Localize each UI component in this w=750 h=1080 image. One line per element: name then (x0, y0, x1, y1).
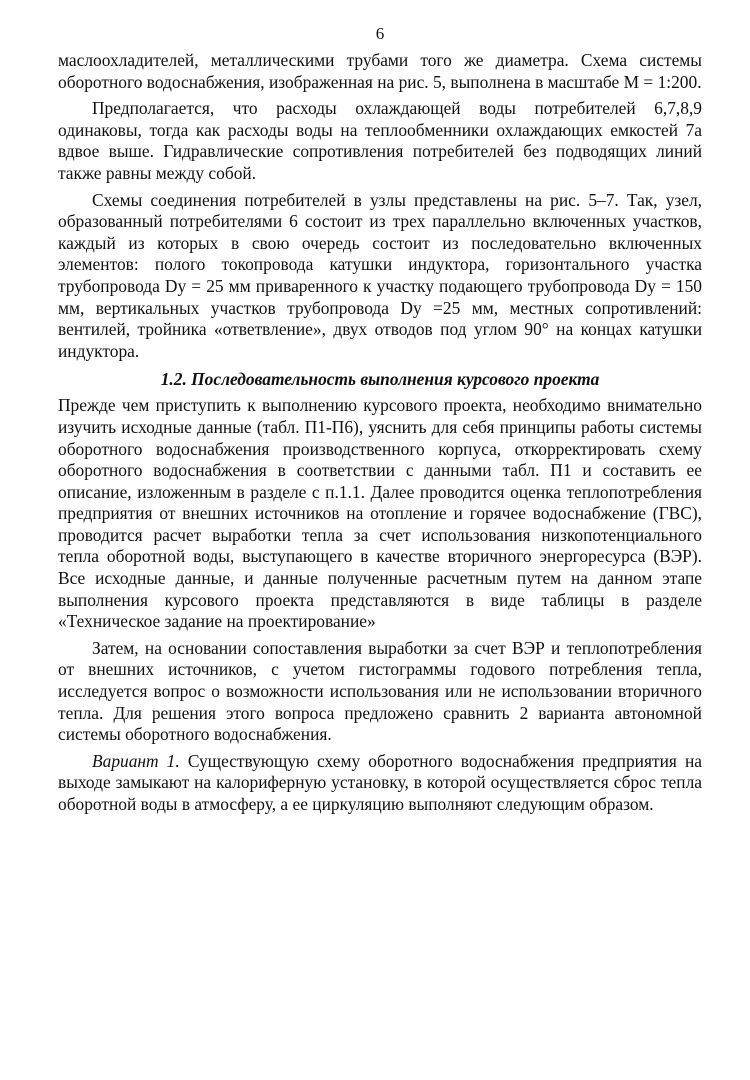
paragraph-4: Прежде чем приступить к выполнению курсового проекта, необходимо внимательно изучить исходные данные (табл. П1-П6), уяснить для себя принципы работы системы оборотного водоснабжения производственного корпуса, откорректировать схему оборотного водоснабжения в соответствии с данными табл. П1 и составить ее описание, изложенным в разделе с п.1.1. Далее проводится оценка теплопотребления предприятия от внешних источников на отопление и горячее водоснабжение (ГВС), проводится расчет выработки тепла за счет использования низкопотенциального тепла оборотной воды, выступающего в качестве вторичного энергоресурса (ВЭР). Все исходные данные, и данные полученные расчетным путем на данном этапе выполнения курсового проекта представляются в виде таблицы в разделе «Техническое задание на проектирование» (58, 395, 702, 632)
section-number: 1.2. (160, 369, 187, 390)
paragraph-2: Предполагается, что расходы охлаждающей воды потребителей 6,7,8,9 одинаковы, тогда как расходы воды на теплообменники охлаждающих емкостей 7а вдвое выше. Гидравлические сопротивления потребителей без подводящих линий также равны между собой. (58, 98, 702, 183)
paragraph-5: Затем, на основании сопоставления выработки за счет ВЭР и теплопотребления от внешних источников, с учетом гистограммы годового потребления тепла, исследуется вопрос о возможности использования или не использовании вторичного тепла. Для решения этого вопроса предложено сравнить 2 варианта автономной системы оборотного водоснабжения. (58, 637, 702, 745)
document-page (58, 24, 702, 816)
variant-label: Вариант 1. (92, 750, 180, 771)
paragraph-3: Схемы соединения потребителей в узлы представлены на рис. 5–7. Так, узел, образованный потребителями 6 состоит из трех параллельно включенных участков, каждый из которых в свою очередь состоит из последовательно включенных элементов: полого токопровода катушки индуктора, горизонтального участка трубопровода Dy = 25 мм приваренного к участку подающего трубопровода Dy = 150 мм, вертикальных участков трубопровода Dy =25 мм, местных сопротивлений: вентилей, тройника «ответвление», двух отводов под углом 90° на концах катушки индуктора. (58, 189, 702, 361)
section-heading (58, 368, 702, 390)
paragraph-6-text: Существующую схему оборотного водоснабжения предприятия на выходе замыкают на калориферную установку, в которой осуществляется сброс тепла оборотной воды в атмосферу, а ее циркуляцию выполняют следующим образом. (58, 750, 703, 814)
section-title: Последовательность выполнения курсового проекта (191, 369, 600, 390)
paragraph-1: маслоохладителей, металлическими трубами того же диаметра. Схема системы оборотного водоснабжения, изображенная на рис. 5, выполнена в масштабе М = 1:200. (58, 50, 702, 92)
page-number: 6 (375, 24, 385, 43)
paragraph-6 (58, 751, 702, 816)
